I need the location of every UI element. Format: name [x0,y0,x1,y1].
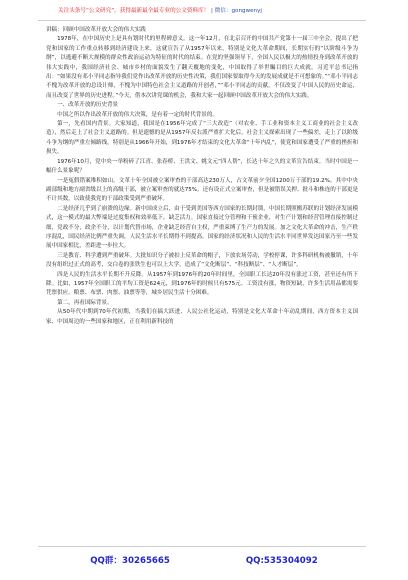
top-banner [58,4,358,18]
paragraph: 从50年代中期到70年代初期，当我们在搞大跃进、人民公社化运动，特别是文化大革命十年动乱期间，西方资本主义国家、中国周边的一些国家和地区，正在利用新科技的 [46,309,358,325]
paragraph-list [46,35,358,327]
paragraph: 一是冤假错案堆积如山。文革十年全国被立案审查的干部高达230万人，占文革前夕全国1200万干部的19.2%。其中中央副部级和地方副省级以上的高级干部，被立案审查的就达75%。还有设正式立案审查，但是被错误关押、批斗和株连的干部更是不计其数，以致使我党的干部政策受到严重破坏。 [46,177,358,203]
section-heading: 一、改革开放的历史背景 [57,102,119,109]
paragraph: 第一，先看国内背景。大家知道，我国是在1956年完成了“三大改造”（对农业、手工业和资本主义工商业的社会主义改造），然后走上了社会主义道路的。但是遗憾的是从1957年反右派严重扩大化后，社会主义探索出现了一些偏差，走上了以阶级斗争为纲的严重左倾路线。特别是从1966年开始，到1976年才结束的文化大革命“十年内乱”，使党和国家遭受了严重的挫折和损失。 [46,121,358,156]
footer-qq-id: QQ:535304092 [245,556,318,566]
document-title: 讲稿：回顾中国改革开放大会的伟大实践 [46,27,146,33]
banner-wechat: 微信：gongwenyj [214,8,262,14]
paragraph: 1978年，在中国历史上是具有划时代的里程碑意义。这一年12月，在北京召开的中国共产党第十一届三中全会，提出了把党和国家的工作重点转移到经济建设上来，这就宣告了从1957年以来，特别是文化大革命期间，长期实行的“以阶级斗争为纲”，以逃避不断大规模的群众性政治运动为特征的时代的结束。在党的坚强领导下，全国人民以极大的热情投身到改革开放的伟大实践中，我国经济社会、城市乡村的面貌发生了翻天覆地的变化，中国取得了举世瞩目的巨大成就。习近平总书记指出：“如果没有邓小平同志指导我们党作出改革开放的历史性决策，我们国家要取得今天的发展成就是不可想象的。”“邓小平同志不愧为改革开放的总设计师，不愧为中国特色社会主义道路的开创者，”“邓小平同志的贡献，不仅改变了中国人民的历史命运，而且改变了世界的历史进程。”今天，借本次讲党课的机会，我和大家一起回顾中国改革开放大会的伟大实践。 [46,36,358,99]
footer-qq-group: QQ群：30265665 [90,556,170,566]
document-body [46,26,358,540]
paragraph: 中国之所以作出改革开放的伟大决策，是有着一定的时代背景的。 [57,111,218,118]
paragraph: 1976年10月，党中央一举粉碎了江青、张春桥、王洪文、姚文元“四人帮”，长达十年之久的文革宣告结束。当时中国是一幅什么景象呢？ [46,158,358,175]
paragraph: 四是人民的生活水平长期不升反降。从1957年到1976年的20年时间里，全国职工长达20年没有涨过工资，甚至还有所下降。比如，1957年全国职工的平均工资是624元，到1976年的时候只有575元。工资没有涨，物资短缺，许多生活用品都需要凭票供应。粮票、布票、肉票、油票等等，城乡居民生活十分困难。 [46,271,358,297]
footer-divider [38,546,366,547]
page-footer [0,553,408,569]
paragraph: 第二，再看国际背景。 [57,299,113,306]
banner-slogan: 关注头条号“公文研究”，获得最新最全最专业的公文资料库！ [58,8,210,14]
header-divider [38,20,366,21]
paragraph: 三是教育、科学遭到严重破坏。大批知识分子被扣上反革命的帽子，下放农场劳动，学校停课，许多科研机构被撤销，十年没有组织过正式的高考，交白卷的张铁生也可以上大学，造成了“文化断层”、“科技断层”、“人才断层”。 [46,252,358,269]
banner-separator: | [211,8,213,14]
paragraph: 二是经济几乎到了崩溃的边缘。新中国成立后，由于受到美国等西方国家的长期封锁，中国长期照搬苏联的计划经济发展模式，这一模式的最大弊端是过度集权和效率低下，缺乏活力。国家直接过分管理和干预企业，对生产计划和经营管理直接控制过细，党政不分，政企不分，以计划代替市场，企业缺乏经营自主权，严重束缚了生产力的发展。加之文化大革命的冲击，生产秩序混乱，国民经济比例严重失调，人民生活水平长期得不到提高。国家的经济状况和人民的生活水平同世界发达国家乃至一些发展中国家相比，差距进一步拉大。 [46,205,358,250]
